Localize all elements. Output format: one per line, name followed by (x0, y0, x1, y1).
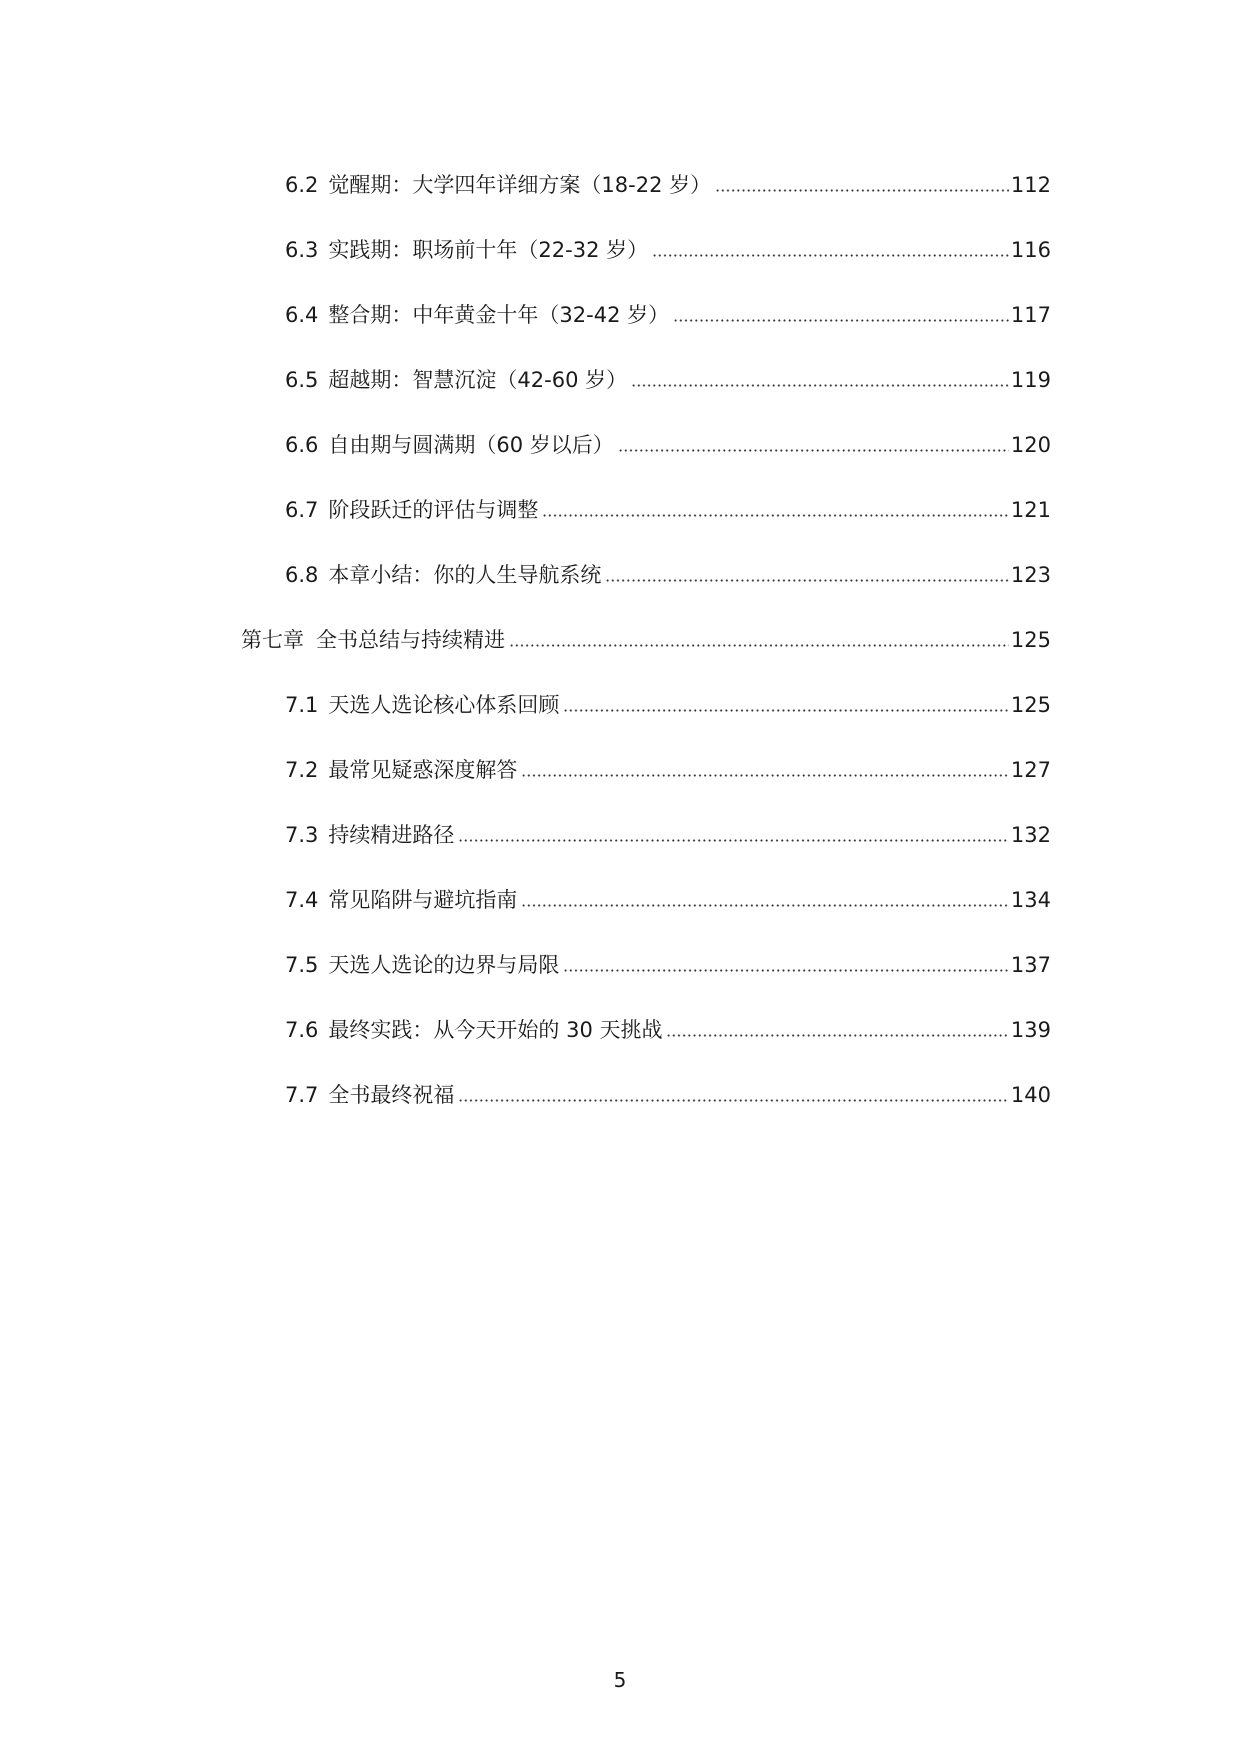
dot-leader (666, 1034, 1008, 1037)
dot-leader (618, 449, 1009, 452)
dot-leader (563, 709, 1009, 712)
toc-entry-page: 137 (1010, 952, 1051, 977)
dot-leader (542, 514, 1009, 517)
toc-entry-6-2[interactable] (241, 152, 1051, 217)
toc-entry-number: 6.7 (285, 497, 319, 522)
toc-entry-7-4[interactable] (241, 867, 1051, 932)
toc-entry-page: 121 (1010, 497, 1051, 522)
dot-leader (563, 969, 1009, 972)
toc-entry-title: 天选人选论的边界与局限 (328, 952, 560, 977)
toc-entry-title: 最常见疑惑深度解答 (328, 757, 518, 782)
toc-entry-title: 最终实践：从今天开始的 30 天挑战 (328, 1017, 663, 1042)
toc-entry-title: 常见陷阱与避坑指南 (328, 887, 518, 912)
toc-entry-6-4[interactable] (241, 282, 1051, 347)
toc-entry-page: 134 (1010, 887, 1051, 912)
toc-entry-7-6[interactable] (241, 997, 1051, 1062)
toc-entry-page: 116 (1010, 237, 1051, 262)
toc-entry-6-3[interactable] (241, 217, 1051, 282)
toc-entry-7-3[interactable] (241, 802, 1051, 867)
toc-entry-page: 117 (1010, 302, 1051, 327)
toc-entry-number: 7.4 (285, 887, 319, 912)
toc-entry-number: 7.3 (285, 822, 319, 847)
toc-entry-7-5[interactable] (241, 932, 1051, 997)
toc-entry-page: 127 (1010, 757, 1051, 782)
dot-leader (458, 1099, 1009, 1102)
toc-entry-chapter-7[interactable] (241, 607, 1051, 672)
dot-leader (509, 644, 1009, 647)
dot-leader (521, 774, 1009, 777)
dot-leader (652, 254, 1009, 257)
toc-entry-title: 超越期：智慧沉淀（42-60 岁） (328, 367, 628, 392)
toc-entry-page: 120 (1010, 432, 1051, 457)
toc-chapter-number: 第七章 (241, 627, 304, 652)
toc-entry-6-8[interactable] (241, 542, 1051, 607)
toc-entry-page: 125 (1010, 627, 1051, 652)
toc-entry-number: 6.5 (285, 367, 319, 392)
dot-leader (521, 904, 1009, 907)
dot-leader (715, 189, 1009, 192)
toc-entry-title: 天选人选论核心体系回顾 (328, 692, 560, 717)
toc-entry-page: 125 (1010, 692, 1051, 717)
toc-chapter-title: 全书总结与持续精进 (316, 627, 505, 652)
toc-entry-page: 132 (1010, 822, 1051, 847)
toc-entry-number: 7.1 (285, 692, 319, 717)
toc-entry-number: 7.2 (285, 757, 319, 782)
dot-leader (605, 579, 1009, 582)
dot-leader (458, 839, 1009, 842)
toc-entry-title: 本章小结：你的人生导航系统 (328, 562, 602, 587)
toc-entry-7-2[interactable] (241, 737, 1051, 802)
toc-entry-number: 6.6 (285, 432, 319, 457)
toc-entry-title: 全书最终祝福 (328, 1082, 455, 1107)
toc-entry-title: 整合期：中年黄金十年（32-42 岁） (328, 302, 670, 327)
toc-entry-page: 119 (1010, 367, 1051, 392)
toc-entry-title: 持续精进路径 (328, 822, 455, 847)
page-number: 5 (613, 1668, 627, 1692)
toc-entry-7-1[interactable] (241, 672, 1051, 737)
toc-entry-6-6[interactable] (241, 412, 1051, 477)
dot-leader (673, 319, 1009, 322)
toc-entry-number: 6.4 (285, 302, 319, 327)
toc-entry-page: 112 (1010, 172, 1051, 197)
toc-entry-page: 140 (1010, 1082, 1051, 1107)
toc-entry-number: 6.8 (285, 562, 319, 587)
table-of-contents (241, 152, 1051, 1127)
toc-entry-number: 7.7 (285, 1082, 319, 1107)
toc-entry-7-7[interactable] (241, 1062, 1051, 1127)
dot-leader (631, 384, 1009, 387)
toc-entry-page: 139 (1010, 1017, 1051, 1042)
toc-entry-number: 7.5 (285, 952, 319, 977)
toc-entry-page: 123 (1010, 562, 1051, 587)
toc-entry-title: 实践期：职场前十年（22-32 岁） (328, 237, 649, 262)
toc-entry-6-7[interactable] (241, 477, 1051, 542)
toc-entry-number: 6.2 (285, 172, 319, 197)
toc-entry-title: 自由期与圆满期（60 岁以后） (328, 432, 614, 457)
toc-entry-title: 阶段跃迁的评估与调整 (328, 497, 539, 522)
toc-entry-number: 6.3 (285, 237, 319, 262)
toc-entry-title: 觉醒期：大学四年详细方案（18-22 岁） (328, 172, 712, 197)
toc-entry-6-5[interactable] (241, 347, 1051, 412)
toc-entry-number: 7.6 (285, 1017, 319, 1042)
